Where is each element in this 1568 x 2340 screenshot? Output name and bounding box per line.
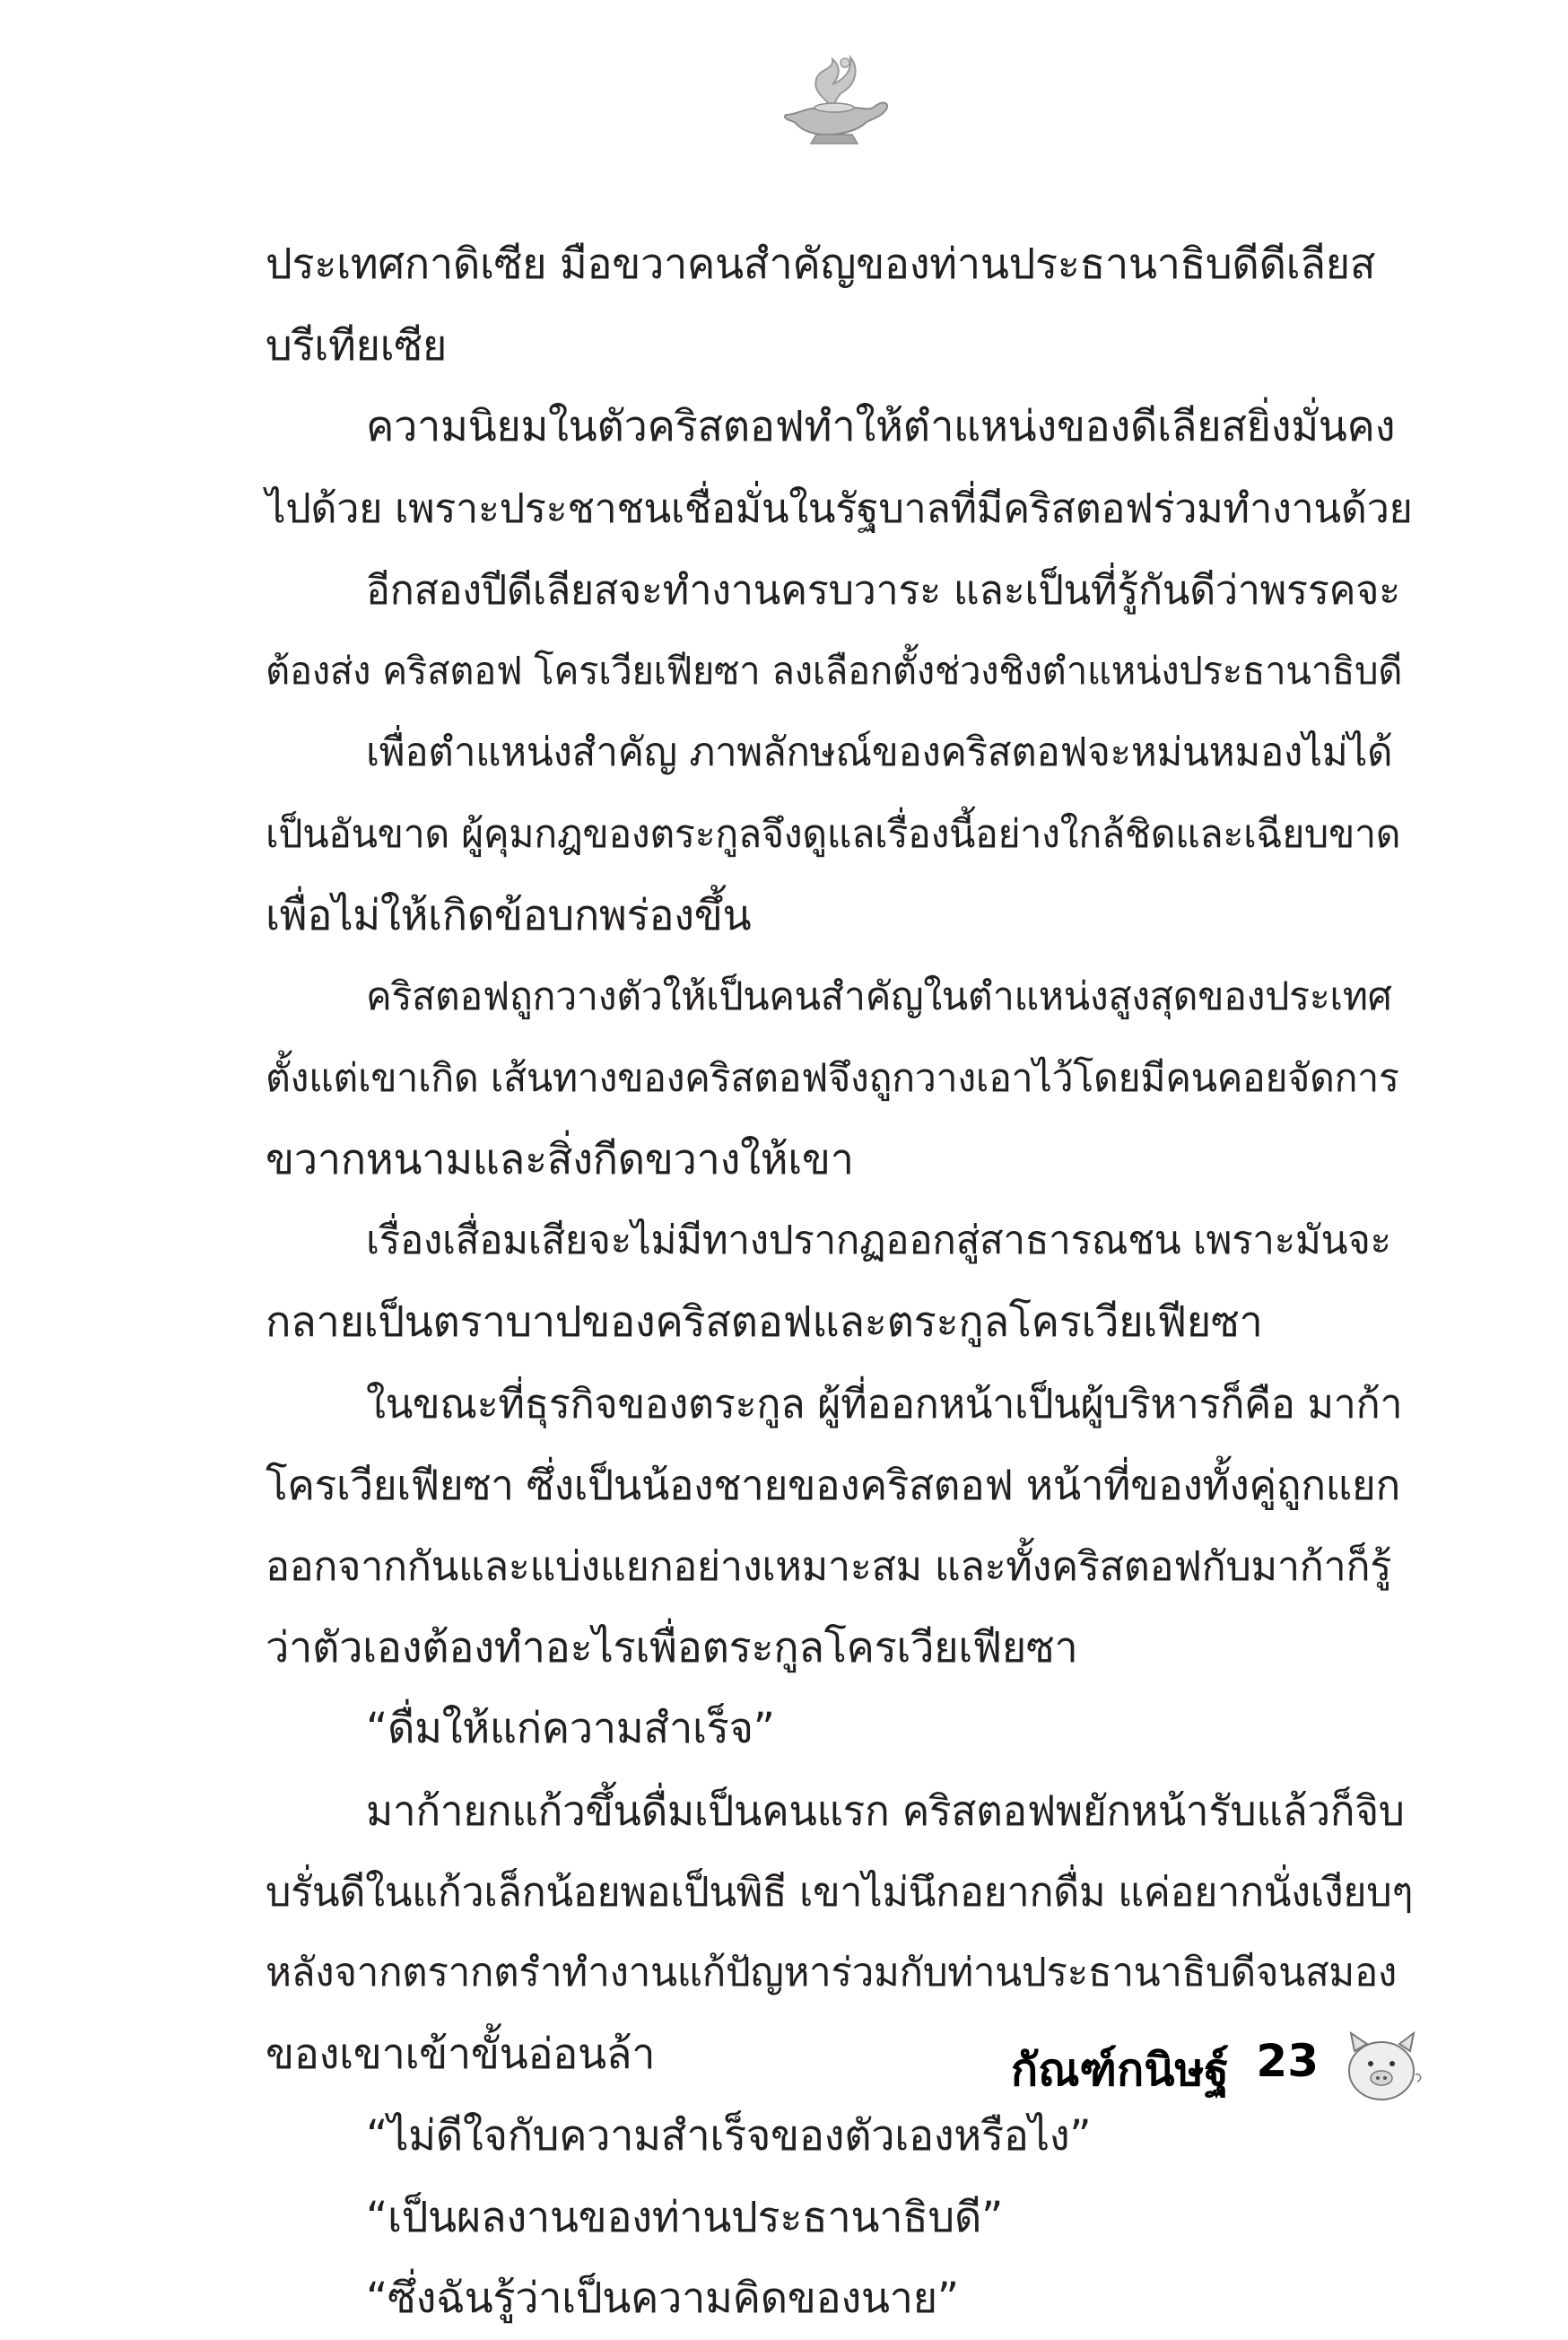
text-line: “ดื่มให้แก่ความสำเร็จ” — [366, 1704, 775, 1754]
text-line: โครเวียเฟียซา ซึ่งเป็นน้องชายของคริสตอฟ หน้าที่ของทั้งคู่ถูกแยก — [266, 1461, 1400, 1510]
genie-lamp-icon — [770, 52, 895, 153]
page-footer — [987, 2021, 1453, 2128]
text-line: ต้องส่ง คริสตอฟ โครเวียเฟียซา ลงเลือกตั้งช่วงชิงตำแหน่งประธานาธิบดี — [266, 649, 1403, 694]
text-line: เป็นอันขาด ผู้คุมกฎของตระกูลจึงดูแลเรื่องนี้อย่างใกล้ชิดและเฉียบขาด — [266, 811, 1401, 857]
text-line: ไปด้วย เพราะประชาชนเชื่อมั่นในรัฐบาลที่มีคริสตอฟร่วมทำงานด้วย — [266, 485, 1413, 533]
text-line: “ซึ่งฉันรู้ว่าเป็นความคิดของนาย” — [366, 2274, 959, 2324]
text-line: ในขณะที่ธุรกิจของตระกูล ผู้ที่ออกหน้าเป็นผู้บริหารก็คือ มาก้า — [366, 1379, 1403, 1428]
text-line: ออกจากกันและแบ่งแยกอย่างเหมาะสม และทั้งคริสตอฟกับมาก้าก็รู้ — [266, 1542, 1392, 1590]
text-line: กลายเป็นตราบาปของคริสตอฟและตระกูลโครเวียเฟียซา — [266, 1297, 1263, 1347]
text-line: “ไม่ดีใจกับความสำเร็จของตัวเองหรือไง” — [366, 2110, 1092, 2161]
text-line: มาก้ายกแก้วขึ้นดื่มเป็นคนแรก คริสตอฟพยักหน้ารับแล้วก็จิบ — [366, 1786, 1405, 1836]
text-line: หลังจากตรากตรำทำงานแก้ปัญหาร่วมกับท่านประธานาธิบดีจนสมอง — [266, 1950, 1397, 1996]
text-line: คริสตอฟถูกวางตัวให้เป็นคนสำคัญในตำแหน่งสูงสุดของประเทศ — [366, 974, 1392, 1020]
text-line: ประเทศกาดิเซีย มือขวาคนสำคัญของท่านประธานาธิบดีดีเลียส — [266, 240, 1376, 289]
text-line: เรื่องเสื่อมเสียจะไม่มีทางปรากฏออกสู่สาธารณชน เพราะมันจะ — [366, 1218, 1391, 1264]
book-title: กัณฑ์กนิษฐ์ — [1010, 2044, 1229, 2096]
text-line: ความนิยมในตัวคริสตอฟทำให้ตำแหน่งของดีเลียสยิ่งมั่นคง — [366, 402, 1396, 452]
page-number: 23 — [1256, 2035, 1319, 2087]
text-line: บรีเทียเซีย — [266, 320, 447, 371]
cartoon-pig-icon — [1337, 2021, 1426, 2110]
text-line: ของเขาเข้าขั้นอ่อนล้า — [266, 2030, 656, 2080]
text-line: เพื่อตำแหน่งสำคัญ ภาพลักษณ์ของคริสตอฟจะหม่นหมองไม่ได้ — [366, 729, 1393, 776]
text-line: อีกสองปีดีเลียสจะทำงานครบวาระ และเป็นที่รู้กันดีว่าพรรคจะ — [366, 565, 1400, 614]
text-line: บรั่นดีในแก้วเล็กน้อยพอเป็นพิธี เขาไม่นึกอยากดื่ม แค่อยากนั่งเงียบๆ — [266, 1867, 1414, 1916]
text-line: ตั้งแต่เขาเกิด เส้นทางของคริสตอฟจึงถูกวางเอาไว้โดยมีคนคอยจัดการ — [266, 1055, 1399, 1101]
text-line: เพื่อไม่ให้เกิดข้อบกพร่องขึ้น — [266, 890, 752, 940]
text-line: ขวากหนามและสิ่งกีดขวางให้เขา — [266, 1134, 854, 1184]
text-line: “เป็นผลงานของท่านประธานาธิบดี” — [366, 2192, 1003, 2242]
text-line: ว่าตัวเองต้องทำอะไรเพื่อตระกูลโครเวียเฟียซา — [266, 1622, 1078, 1672]
